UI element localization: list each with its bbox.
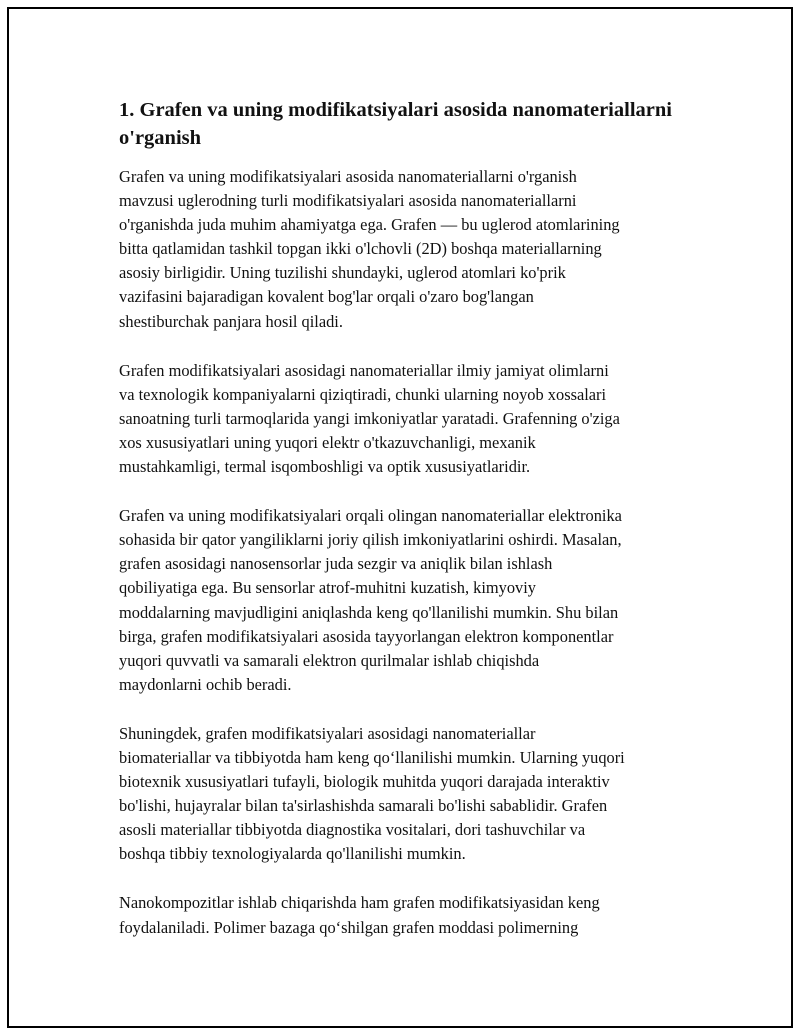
paragraph-2: Grafen modifikatsiyalari asosidagi nanomateriallar ilmiy jamiyat olimlarni va texnologik kompaniyalarni qiziqtiradi, chunki ularning noyob xossalari sanoatning turli tarmoqlarida yangi imkoniyatlar yaratadi. Grafenning o'ziga xos xususiyatlari uning yuqori elektr o'tkazuvchanligi, mexanik mustahkamligi, termal isqomboshligi va optik xususiyatlaridir.	[119, 360, 620, 477]
paragraph-3: Grafen va uning modifikatsiyalari orqali olingan nanomateriallar elektronika sohasida bir qator yangiliklarni joriy qilish imkoniyatlarini oshirdi. Masalan, grafen asosidagi nanosensorlar juda sezgir va aniqlik bilan ishlash qobiliyatiga ega. Bu sensorlar atrof-muhitni kuzatish, kimyoviy moddalarning mavjudligini aniqlashda keng qo'llanilishi mumkin. Shu bilan birga, grafen modifikatsiyalari asosida tayyorlangan elektron komponentlar yuqori quvvatli va samarali elektron qurilmalar ishlab chiqishda maydonlarni ochib beradi.	[119, 506, 622, 694]
paragraph-5: Nanokompozitlar ishlab chiqarishda ham grafen modifikatsiyasidan keng foydalaniladi. Polimer bazaga qo‘shilgan grafen moddasi polimerning	[119, 893, 600, 937]
paragraph-4: Shuningdek, grafen modifikatsiyalari asosidagi nanomateriallar biomateriallar va tibbiyotda ham keng qo‘llanilishi mumkin. Ularning yuqori biotexnik xususiyatlari tufayli, biologik muhitda yuqori darajada interaktiv bo'lishi, hujayralar bilan ta'sirlashishda samarali bo'lishi sababli​dir. Grafen asosli materiallar tibbiyotda diagnostika vositalari, dori tashuvchilar va boshqa tibbiy texnologiyalarda qo'llanilishi mumkin.	[119, 723, 625, 864]
paragraph-1: Grafen va uning modifikatsiyalari asosida nanomateriallarni o'rganish mavzusi uglerodning turli modifikatsiyalari asosida nanomateriallarni o'rganishda juda muhim ahamiyatga ega. Grafen — bu uglerod atomlarining bitta qatlamidan tashkil topgan ikki o'lchovli (2D) boshqa materiallarning asosiy birligidir. Uning tuzilishi shundayki, uglerod atomlari ko'prik vazifasini bajaradigan kovalent bog'lar orqali o'zaro bog'langan shestiburchak panjara hosil qiladi.	[119, 167, 620, 331]
section-heading: 1. Grafen va uning modifikatsiyalari asosida nanomateriallarni o'rganish	[119, 99, 672, 149]
document-body	[119, 96, 699, 965]
page-frame	[7, 7, 793, 1028]
